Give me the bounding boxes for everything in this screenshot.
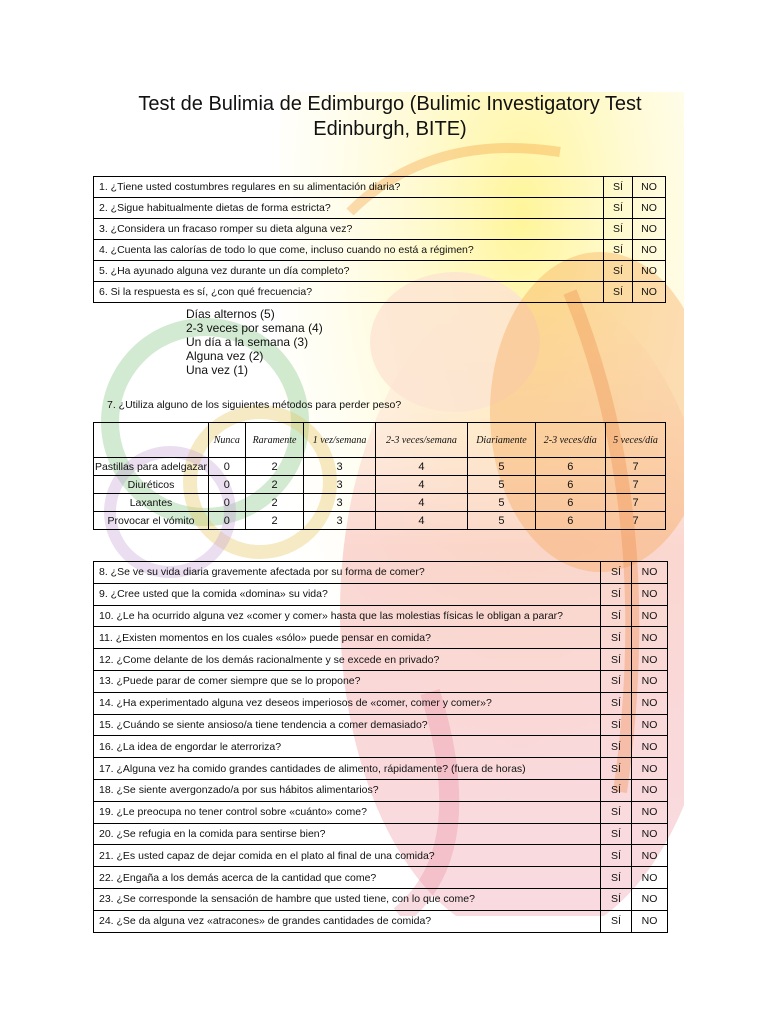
answer-yes-option[interactable]: SÍ xyxy=(604,261,633,282)
answer-yes-option[interactable]: SÍ xyxy=(601,649,632,671)
answer-no-option[interactable]: NO xyxy=(633,261,666,282)
method-label: Laxantes xyxy=(94,494,209,512)
question-text: 8. ¿Se ve su vida diaria gravemente afectada por su forma de comer? xyxy=(94,562,601,584)
method-score-cell[interactable]: 5 xyxy=(468,512,535,530)
questions-table-part1 xyxy=(93,176,666,303)
question-row xyxy=(94,779,668,801)
question-text: 4. ¿Cuenta las calorías de todo lo que come, incluso cuando no está a régimen? xyxy=(94,240,604,261)
method-label: Diuréticos xyxy=(94,476,209,494)
answer-no-option[interactable]: NO xyxy=(632,627,668,649)
methods-column-header: 2-3 veces/día xyxy=(535,423,605,458)
answer-yes-option[interactable]: SÍ xyxy=(601,779,632,801)
answer-no-option[interactable]: NO xyxy=(633,177,666,198)
answer-yes-option[interactable]: SÍ xyxy=(601,801,632,823)
question-text: 14. ¿Ha experimentado alguna vez deseos imperiosos de «comer, comer y comer»? xyxy=(94,692,601,714)
answer-no-option[interactable]: NO xyxy=(632,867,668,889)
answer-yes-option[interactable]: SÍ xyxy=(601,758,632,780)
method-score-cell[interactable]: 0 xyxy=(209,512,246,530)
question-row xyxy=(94,219,666,240)
method-score-cell[interactable]: 7 xyxy=(606,494,666,512)
answer-yes-option[interactable]: SÍ xyxy=(601,867,632,889)
method-score-cell[interactable]: 6 xyxy=(535,494,605,512)
answer-no-option[interactable]: NO xyxy=(632,736,668,758)
question-text: 23. ¿Se corresponde la sensación de hambre que usted tiene, con lo que come? xyxy=(94,888,601,910)
method-label: Pastillas para adelgazar xyxy=(94,458,209,476)
question-text: 21. ¿Es usted capaz de dejar comida en el plato al final de una comida? xyxy=(94,845,601,867)
question-row xyxy=(94,670,668,692)
method-score-cell[interactable]: 5 xyxy=(468,476,535,494)
method-score-cell[interactable]: 0 xyxy=(209,494,246,512)
question-row xyxy=(94,888,668,910)
answer-no-option[interactable]: NO xyxy=(632,910,668,932)
answer-yes-option[interactable]: SÍ xyxy=(604,219,633,240)
methods-table-row xyxy=(94,512,666,530)
question-row xyxy=(94,867,668,889)
method-score-cell[interactable]: 6 xyxy=(535,476,605,494)
question-text: 3. ¿Considera un fracaso romper su dieta alguna vez? xyxy=(94,219,604,240)
methods-column-header: 2-3 veces/semana xyxy=(375,423,468,458)
answer-no-option[interactable]: NO xyxy=(632,670,668,692)
question-text: 16. ¿La idea de engordar le aterroriza? xyxy=(94,736,601,758)
method-score-cell[interactable]: 6 xyxy=(535,512,605,530)
question-row xyxy=(94,562,668,584)
methods-table-row xyxy=(94,494,666,512)
method-score-cell[interactable]: 7 xyxy=(606,512,666,530)
answer-yes-option[interactable]: SÍ xyxy=(601,605,632,627)
question-text: 18. ¿Se siente avergonzado/a por sus hábitos alimentarios? xyxy=(94,779,601,801)
question-text: 9. ¿Cree usted que la comida «domina» su vida? xyxy=(94,583,601,605)
answer-yes-option[interactable]: SÍ xyxy=(601,627,632,649)
answer-yes-option[interactable]: SÍ xyxy=(604,198,633,219)
frequency-option: Días alternos (5) xyxy=(186,307,275,321)
question-row xyxy=(94,282,666,303)
question-text: 5. ¿Ha ayunado alguna vez durante un día completo? xyxy=(94,261,604,282)
frequency-option: Alguna vez (2) xyxy=(186,349,264,363)
method-score-cell[interactable]: 3 xyxy=(304,494,375,512)
answer-no-option[interactable]: NO xyxy=(632,562,668,584)
method-score-cell[interactable]: 2 xyxy=(245,512,304,530)
question-7: 7. ¿Utiliza alguno de los siguientes métodos para perder peso? xyxy=(107,399,402,411)
frequency-option: Una vez (1) xyxy=(186,363,249,377)
answer-no-option[interactable]: NO xyxy=(632,714,668,736)
answer-no-option[interactable]: NO xyxy=(632,823,668,845)
answer-no-option[interactable]: NO xyxy=(632,692,668,714)
methods-column-header: Nunca xyxy=(209,423,246,458)
frequency-options-list xyxy=(186,307,323,377)
question-row xyxy=(94,605,668,627)
question-row xyxy=(94,910,668,932)
answer-yes-option[interactable]: SÍ xyxy=(601,714,632,736)
question-row xyxy=(94,714,668,736)
method-score-cell[interactable]: 4 xyxy=(375,494,468,512)
question-row xyxy=(94,627,668,649)
question-text: 6. Si la respuesta es sí, ¿con qué frecuencia? xyxy=(94,282,604,303)
methods-table xyxy=(93,422,666,530)
page-title: Test de Bulimia de Edimburgo (Bulimic Investigatory Test Edinburgh, BITE) xyxy=(138,93,642,140)
answer-yes-option[interactable]: SÍ xyxy=(601,736,632,758)
answer-yes-option[interactable]: SÍ xyxy=(601,910,632,932)
question-row xyxy=(94,583,668,605)
question-text: 1. ¿Tiene usted costumbres regulares en su alimentación diaria? xyxy=(94,177,604,198)
method-score-cell[interactable]: 5 xyxy=(468,494,535,512)
question-row xyxy=(94,692,668,714)
method-label: Provocar el vómito xyxy=(94,512,209,530)
question-text: 20. ¿Se refugia en la comida para sentirse bien? xyxy=(94,823,601,845)
method-score-cell[interactable]: 4 xyxy=(375,512,468,530)
question-text: 24. ¿Se da alguna vez «atracones» de grandes cantidades de comida? xyxy=(94,910,601,932)
answer-yes-option[interactable]: SÍ xyxy=(601,583,632,605)
methods-column-header: Diariamente xyxy=(468,423,535,458)
frequency-option: 2-3 veces por semana (4) xyxy=(186,321,323,335)
answer-yes-option[interactable]: SÍ xyxy=(601,888,632,910)
method-score-cell[interactable]: 0 xyxy=(209,476,246,494)
method-score-cell[interactable]: 5 xyxy=(468,458,535,476)
question-row xyxy=(94,758,668,780)
method-score-cell[interactable]: 2 xyxy=(245,458,304,476)
method-score-cell[interactable]: 3 xyxy=(304,512,375,530)
question-row xyxy=(94,649,668,671)
method-score-cell[interactable]: 3 xyxy=(304,458,375,476)
question-text: 2. ¿Sigue habitualmente dietas de forma estricta? xyxy=(94,198,604,219)
answer-no-option[interactable]: NO xyxy=(632,758,668,780)
answer-no-option[interactable]: NO xyxy=(632,605,668,627)
method-score-cell[interactable]: 2 xyxy=(245,494,304,512)
answer-yes-option[interactable]: SÍ xyxy=(604,282,633,303)
method-score-cell[interactable]: 4 xyxy=(375,476,468,494)
methods-column-header: Raramente xyxy=(245,423,304,458)
question-row xyxy=(94,198,666,219)
answer-no-option[interactable]: NO xyxy=(632,801,668,823)
question-text: 15. ¿Cuándo se siente ansioso/a tiene tendencia a comer demasiado? xyxy=(94,714,601,736)
answer-yes-option[interactable]: SÍ xyxy=(601,562,632,584)
method-score-cell[interactable]: 6 xyxy=(535,458,605,476)
question-text: 10. ¿Le ha ocurrido alguna vez «comer y comer» hasta que las molestias físicas le obligan a parar? xyxy=(94,605,601,627)
question-text: 17. ¿Alguna vez ha comido grandes cantidades de alimento, rápidamente? (fuera de horas) xyxy=(94,758,601,780)
method-score-cell[interactable]: 7 xyxy=(606,458,666,476)
question-row xyxy=(94,240,666,261)
answer-no-option[interactable]: NO xyxy=(632,583,668,605)
method-score-cell[interactable]: 0 xyxy=(209,458,246,476)
question-text: 13. ¿Puede parar de comer siempre que se lo propone? xyxy=(94,670,601,692)
question-row xyxy=(94,261,666,282)
answer-yes-option[interactable]: SÍ xyxy=(601,845,632,867)
methods-table-corner xyxy=(94,423,209,458)
frequency-option: Un día a la semana (3) xyxy=(186,335,309,349)
answer-yes-option[interactable]: SÍ xyxy=(601,692,632,714)
questions-table-part2 xyxy=(93,561,668,933)
answer-no-option[interactable]: NO xyxy=(632,845,668,867)
question-text: 12. ¿Come delante de los demás racionalmente y se excede en privado? xyxy=(94,649,601,671)
question-row xyxy=(94,801,668,823)
answer-no-option[interactable]: NO xyxy=(633,240,666,261)
answer-yes-option[interactable]: SÍ xyxy=(601,670,632,692)
answer-no-option[interactable]: NO xyxy=(632,888,668,910)
question-text: 22. ¿Engaña a los demás acerca de la cantidad que come? xyxy=(94,867,601,889)
method-score-cell[interactable]: 3 xyxy=(304,476,375,494)
question-text: 11. ¿Existen momentos en los cuales «sólo» puede pensar en comida? xyxy=(94,627,601,649)
question-row xyxy=(94,736,668,758)
methods-table-row xyxy=(94,458,666,476)
answer-yes-option[interactable]: SÍ xyxy=(604,240,633,261)
method-score-cell[interactable]: 4 xyxy=(375,458,468,476)
methods-column-header: 5 veces/día xyxy=(606,423,666,458)
answer-no-option[interactable]: NO xyxy=(632,779,668,801)
answer-yes-option[interactable]: SÍ xyxy=(604,177,633,198)
question-row xyxy=(94,845,668,867)
answer-yes-option[interactable]: SÍ xyxy=(601,823,632,845)
question-row xyxy=(94,823,668,845)
answer-no-option[interactable]: NO xyxy=(633,198,666,219)
question-text: 19. ¿Le preocupa no tener control sobre «cuánto» come? xyxy=(94,801,601,823)
method-score-cell[interactable]: 2 xyxy=(245,476,304,494)
methods-table-row xyxy=(94,476,666,494)
methods-column-header: 1 vez/semana xyxy=(304,423,375,458)
method-score-cell[interactable]: 7 xyxy=(606,476,666,494)
answer-no-option[interactable]: NO xyxy=(632,649,668,671)
answer-no-option[interactable]: NO xyxy=(633,219,666,240)
answer-no-option[interactable]: NO xyxy=(633,282,666,303)
question-row xyxy=(94,177,666,198)
